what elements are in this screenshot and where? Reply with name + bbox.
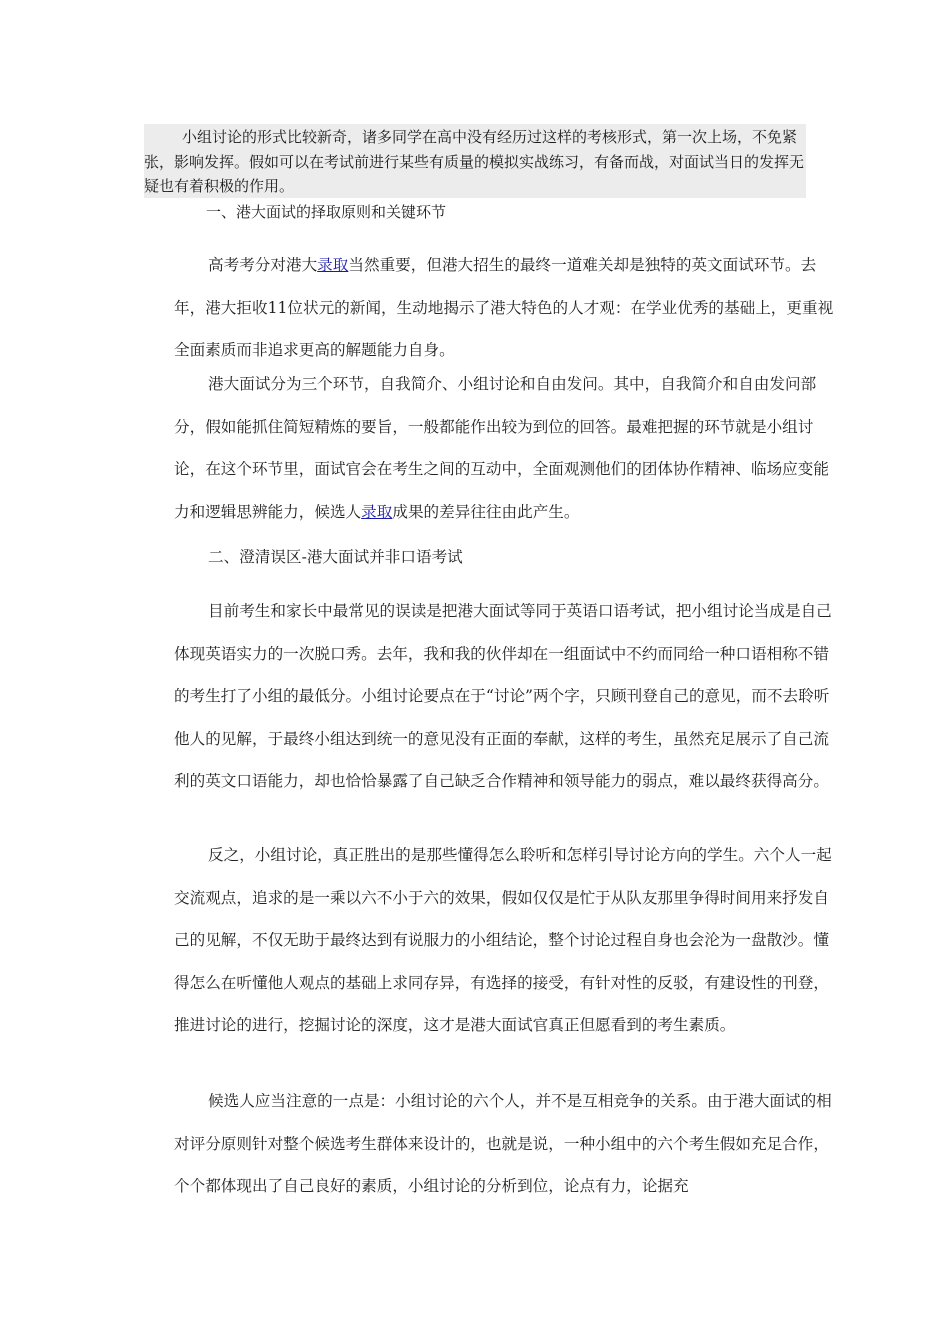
paragraph-1-text-b: 当然重要，但港大招生的最终一道难关却是独特的英文面试环节。去年，港大拒收11位状元的新闻，生动地揭示了港大特色的人才观：在学业优秀的基础上，更重视全面素质而非追求更高的解题能力自身。 xyxy=(174,256,834,359)
section-heading-2: 二、澄清误区-港大面试并非口语考试 xyxy=(208,548,463,566)
paragraph-2-text-a: 港大面试分为三个环节，自我简介、小组讨论和自由发问。其中，自我简介和自由发问部分，假如能抓住简短精炼的要旨，一般都能作出较为到位的回答。最难把握的环节就是小组讨论，在这个环节里，面试官会在考生之间的互动中，全面观测他们的团体协作精神、临场应变能力和逻辑思辨能力，候选人 xyxy=(174,375,829,521)
paragraph-2 xyxy=(174,363,836,533)
section-heading-1: 一、港大面试的择取原则和关键环节 xyxy=(206,203,447,221)
paragraph-5: 候选人应当注意的一点是：小组讨论的六个人，并不是互相竞争的关系。由于港大面试的相对评分原则针对整个候选考生群体来设计的，也就是说，一种小组中的六个考生假如充足合作，个个都体现出了自己良好的素质，小组讨论的分析到位，论点有力，论据充 xyxy=(174,1092,832,1195)
intro-highlight-box xyxy=(144,124,806,198)
admission-link-1[interactable]: 录取 xyxy=(317,256,349,274)
paragraph-4: 反之，小组讨论，真正胜出的是那些懂得怎么聆听和怎样引导讨论方向的学生。六个人一起交流观点，追求的是一乘以六不小于六的效果，假如仅仅是忙于从队友那里争得时间用来抒发自己的见解，不仅无助于最终达到有说服力的小组结论，整个讨论过程自身也会沦为一盘散沙。懂得怎么在听懂他人观点的基础上求同存异，有选择的接受，有针对性的反驳，有建设性的刊登，推进讨论的进行，挖掘讨论的深度，这才是港大面试官真正但愿看到的考生素质。 xyxy=(174,846,832,1034)
admission-link-2[interactable]: 录取 xyxy=(361,502,393,521)
paragraph-2-text-b: 成果的差异往往由此产生。 xyxy=(392,502,580,521)
paragraph-3: 目前考生和家长中最常见的误读是把港大面试等同于英语口语考试，把小组讨论当成是自己体现英语实力的一次脱口秀。去年，我和我的伙伴却在一组面试中不约而同给一种口语相称不错的考生打了小组的最低分。小组讨论要点在于“讨论”两个字，只顾刊登自己的意见，而不去聆听他人的见解，于最终小组达到统一的意见没有正面的奉献，这样的考生，虽然充足展示了自己流利的英文口语能力，却也恰恰暴露了自己缺乏合作精神和领导能力的弱点，难以最终获得高分。 xyxy=(174,602,832,790)
intro-paragraph: 小组讨论的形式比较新奇，诸多同学在高中没有经历过这样的考核形式，第一次上场，不免紧张，影响发挥。假如可以在考试前进行某些有质量的模拟实战练习，有备而战，对面试当日的发挥无疑也有着积极的作用。 xyxy=(144,128,805,195)
paragraph-1 xyxy=(174,244,836,372)
paragraph-1-text-a: 高考考分对港大 xyxy=(208,256,318,274)
